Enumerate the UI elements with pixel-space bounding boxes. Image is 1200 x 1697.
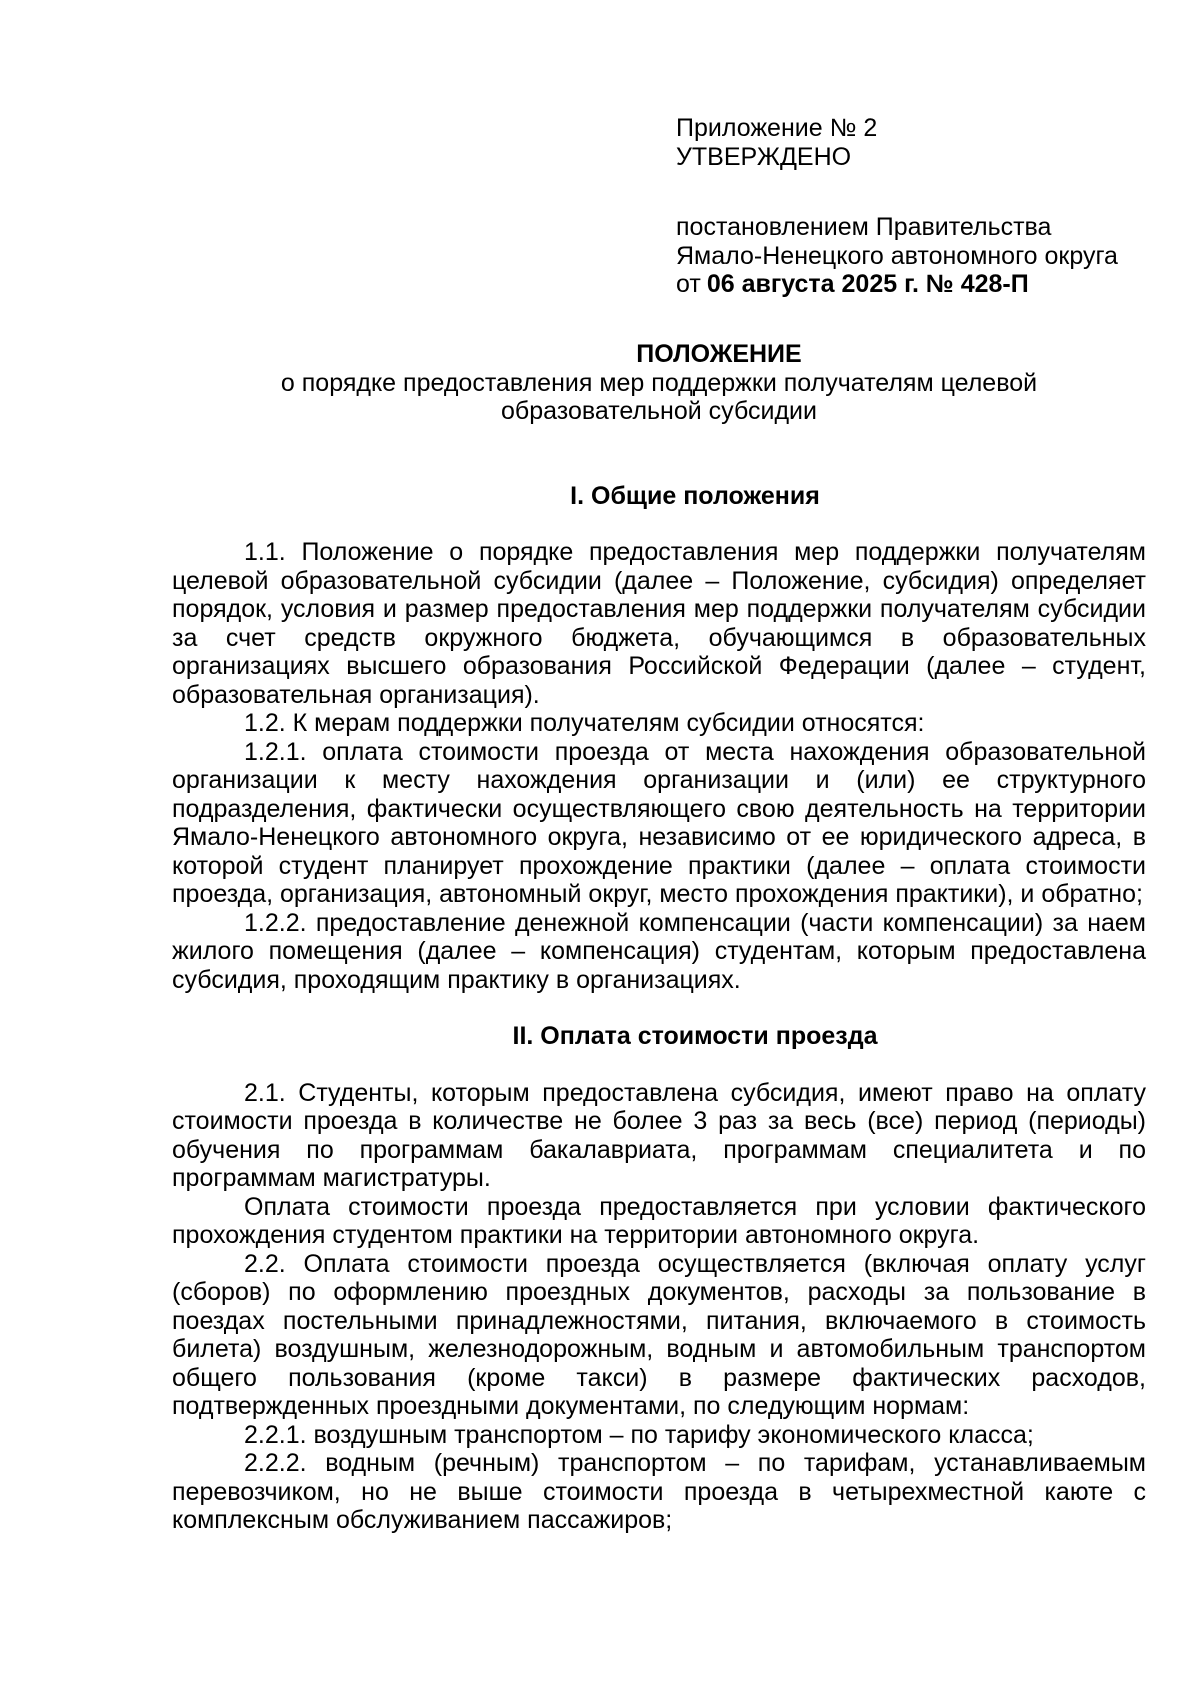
paragraph-2-2-1: 2.2.1. воздушным транспортом – по тарифу экономического класса;: [244, 1420, 1034, 1449]
paragraph-1-2-1: 1.2.1. оплата стоимости проезда от места нахождения образовательной организации к месту нахождения организации и (или) ее структурного подразделения, фактически осуществляющего свою деятельность на территории Ямало-Ненецкого автономного округа, независимо от ее юридического адреса, в которой студент планирует прохождение практики (далее – оплата стоимости проезда, организация, автономный округ, место прохождения практики), и обратно;: [172, 737, 1146, 908]
document-body: [172, 340, 1146, 1535]
document-title: ПОЛОЖЕНИЕ: [636, 340, 802, 368]
paragraph-1-2: 1.2. К мерам поддержки получателям субсидии относятся:: [244, 709, 925, 737]
approved-label: УТВЕРЖДЕНО: [676, 142, 852, 171]
section-heading-general: I. Общие положения: [570, 481, 820, 510]
section-heading-travel: II. Оплата стоимости проезда: [512, 1022, 878, 1050]
paragraph-1-1: 1.1. Положение о порядке предоставления мер поддержки получателям целевой образовательной субсидии (далее – Положение, субсидия) определяет порядок, условия и размер предоставления мер поддержки получателям субсидии за счет средств окружного бюджета, обучающимся в образовательных организациях высшего образования Российской Федерации (далее – студент, образовательная организация).: [172, 538, 1146, 709]
appendix-label: Приложение № 2: [676, 114, 878, 142]
document-subtitle-line-2: образовательной субсидии: [501, 397, 817, 425]
decree-date-number: 06 августа 2025 г. № 428-П: [706, 270, 1029, 298]
decree-date-line: [676, 270, 1156, 299]
paragraph-2-2-2: 2.2.2. водным (речным) транспортом – по тарифам, устанавливаемым перевозчиком, но не выше стоимости проезда в четырехместной каюте с комплексным обслуживанием пассажиров;: [172, 1449, 1146, 1534]
paragraph-2-1-condition: Оплата стоимости проезда предоставляется при условии фактического прохождения студентом практики на территории автономного округа.: [172, 1192, 1146, 1249]
paragraph-2-1: 2.1. Студенты, которым предоставлена субсидия, имеют право на оплату стоимости проезда в количестве не более 3 раз за весь (все) период (периоды) обучения по программам бакалавриата, программам специалитета и по программам магистратуры.: [172, 1078, 1146, 1192]
date-prefix: от: [676, 270, 701, 298]
approval-block: [676, 114, 1156, 299]
decree-line-1: постановлением Правительства: [676, 213, 1052, 241]
approval-spacer: [676, 171, 1156, 213]
document-subtitle-line-1: о порядке предоставления мер поддержки получателям целевой: [280, 368, 1038, 397]
paragraph-2-2: 2.2. Оплата стоимости проезда осуществляется (включая оплату услуг (сборов) по оформлению проездных документов, расходы за пользование в поездах постельными принадлежностями, питания, включаемого в стоимость билета) воздушным, железнодорожным, водным и автомобильным транспортом общего пользования (кроме такси) в размере фактических расходов, подтвержденных проездными документами, по следующим нормам:: [172, 1249, 1146, 1420]
decree-line-2: Ямало-Ненецкого автономного округа: [676, 241, 1118, 270]
paragraph-1-2-2: 1.2.2. предоставление денежной компенсации (части компенсации) за наем жилого помещения (далее – компенсация) студентам, которым предоставлена субсидия, проходящим практику в организациях.: [172, 908, 1146, 994]
